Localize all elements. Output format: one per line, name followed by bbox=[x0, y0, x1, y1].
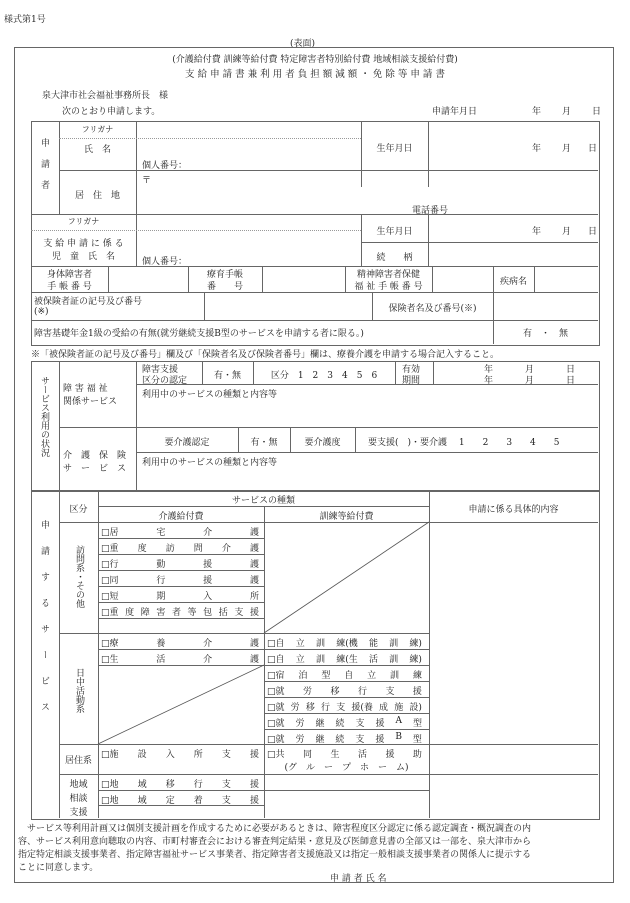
mental-handbook-label-2: 福 祉 手 帳 番 号 bbox=[354, 282, 423, 292]
residence-training-item[interactable]: □共 同 生 活 援 助 bbox=[267, 750, 422, 760]
form-title: 支 給 申 請 書 兼 利 用 者 負 担 額 減 額 ・ 免 除 等 申 請 書 bbox=[185, 69, 445, 80]
ltc-services-label-2: サ ー ビ ス bbox=[63, 464, 127, 474]
relationship-label: 続 柄 bbox=[376, 253, 413, 263]
insured-card-label-1: 被保険者証の記号及び番号 bbox=[34, 297, 143, 307]
day-training-service-checkbox[interactable]: □宿 泊 型 自 立 訓 練 bbox=[267, 671, 422, 681]
phone-label: 電話番号 bbox=[412, 206, 449, 216]
services-section-label: 申請するサービス bbox=[39, 520, 49, 728]
residence-care-item[interactable]: □施 設 入 所 支 援 bbox=[101, 750, 259, 760]
valid-from-month[interactable]: 月 bbox=[525, 365, 535, 375]
consent-line-4: ことに同意します。 bbox=[18, 863, 99, 873]
child-birth-month[interactable]: 月 bbox=[562, 227, 572, 237]
signature-label: 申 請 者 氏 名 bbox=[330, 874, 387, 884]
applicant-birthdate-label: 生年月日 bbox=[376, 144, 413, 154]
community-group-label-1: 地域 bbox=[69, 780, 88, 790]
welfare-services-label-2: 関係サービス bbox=[63, 397, 118, 407]
ltc-services-label-1: 介 護 保 険 bbox=[63, 451, 127, 461]
child-birth-day[interactable]: 日 bbox=[588, 227, 598, 237]
day-training-service-checkbox[interactable]: □就 労 継 続 支 援 A 型 bbox=[267, 716, 422, 729]
form-title-sub: (介護給付費 訓練等給付費 特定障害者特別給付費 地域相談支援給付費) bbox=[172, 55, 458, 65]
applicant-birth-day[interactable]: 日 bbox=[588, 144, 598, 154]
valid-period-label-1: 有効 bbox=[402, 365, 421, 375]
consent-line-3: 指定特定相談支援事業者、指定障害福祉サービス事業者、指定障害者支援施設又は指定一般相談支援事業者の関係人に提示する bbox=[18, 850, 532, 860]
child-personal-number-label: 個人番号： bbox=[142, 257, 188, 267]
applicant-birth-year[interactable]: 年 bbox=[532, 144, 542, 154]
child-birth-year[interactable]: 年 bbox=[532, 227, 542, 237]
community-group-label-3: 支援 bbox=[69, 808, 88, 818]
applicant-furigana-label: フリガナ bbox=[81, 125, 114, 134]
ltc-in-use-label: 利用中のサービスの種類と内容等 bbox=[142, 458, 278, 468]
day-group-label: 日中活動系 bbox=[74, 668, 84, 713]
physical-handbook-label-2: 手 帳 番 号 bbox=[47, 282, 92, 292]
applicant-birth-month[interactable]: 月 bbox=[562, 144, 572, 154]
care-cert-yes-no[interactable]: 有・無 bbox=[250, 438, 278, 448]
care-level-label: 要介護度 bbox=[304, 438, 341, 448]
day-care-service-checkbox[interactable]: □療 養 介 護 bbox=[101, 639, 259, 649]
visit-service-checkbox[interactable]: □行 動 援 護 bbox=[101, 560, 259, 570]
side-label: (表面) bbox=[290, 39, 316, 49]
valid-period-label-2: 期間 bbox=[402, 376, 421, 386]
visit-service-checkbox[interactable]: □短 期 入 所 bbox=[101, 592, 259, 602]
insured-card-label-2: (※) bbox=[34, 307, 49, 317]
physical-handbook-label-1: 身体障害者 bbox=[46, 270, 92, 280]
application-date-label: 申請年月日 bbox=[432, 107, 478, 117]
support-cert-label-1: 障害支援 bbox=[142, 365, 179, 375]
visit-service-checkbox[interactable]: □重 度 障 害 者 等 包 括 支 援 bbox=[101, 608, 259, 618]
usage-section-label: サービス利用の状況 bbox=[39, 376, 49, 457]
child-birthdate-label: 生年月日 bbox=[376, 227, 413, 237]
valid-to-year[interactable]: 年 bbox=[484, 376, 494, 386]
form-number: 様式第1号 bbox=[4, 15, 46, 25]
insurer-label: 保険者名及び番号(※) bbox=[388, 304, 477, 314]
consent-line-1: サービス等利用計画又は個別支援計画を作成するために必要があるときは、障害程度区分認定に係る認定調査・概況調査の内 bbox=[18, 824, 532, 834]
disease-label: 疾病名 bbox=[499, 277, 527, 287]
visit-service-checkbox[interactable]: □同 行 援 護 bbox=[101, 576, 259, 586]
support-cert-label-2: 区分の認定 bbox=[142, 376, 188, 386]
application-month[interactable]: 月 bbox=[562, 107, 572, 117]
day-training-service-checkbox[interactable]: □自 立 訓 練(機 能 訓 練) bbox=[267, 639, 422, 649]
applicant-address-label: 居 住 地 bbox=[74, 191, 120, 201]
valid-from-year[interactable]: 年 bbox=[484, 365, 494, 375]
applicant-personal-number-label: 個人番号： bbox=[142, 161, 188, 171]
care-benefits-header: 介護給付費 bbox=[158, 512, 204, 522]
applicant-section-label: 申請者 bbox=[39, 138, 49, 201]
pension-options[interactable]: 有 ・ 無 bbox=[522, 329, 568, 339]
application-day[interactable]: 日 bbox=[592, 107, 602, 117]
application-year[interactable]: 年 bbox=[532, 107, 542, 117]
community-service-checkbox[interactable]: □地 域 定 着 支 援 bbox=[101, 796, 259, 806]
welfare-services-label-1: 障 害 福 祉 bbox=[63, 384, 108, 394]
category-header: 区分 bbox=[69, 505, 88, 515]
valid-to-day[interactable]: 日 bbox=[566, 376, 576, 386]
applicant-name-label: 氏 名 bbox=[83, 145, 111, 155]
child-name-label-2: 児 童 氏 名 bbox=[51, 252, 115, 262]
day-training-service-checkbox[interactable]: □就 労 移 行 支 援(養 成 施 設) bbox=[267, 703, 422, 713]
day-training-service-checkbox[interactable]: □就 労 継 続 支 援 B 型 bbox=[267, 732, 422, 745]
care-cert-label: 要介護認定 bbox=[164, 438, 210, 448]
day-training-service-checkbox[interactable]: □就 労 移 行 支 援 bbox=[267, 687, 422, 697]
care-level-scale[interactable]: 要支援( )・要介護 1 2 3 4 5 bbox=[368, 438, 560, 448]
pension-label: 障害基礎年金1級の受給の有無(就労継続支援B型のサービスを申請する者に限る。) bbox=[34, 329, 364, 339]
day-care-service-checkbox[interactable]: □生 活 介 護 bbox=[101, 655, 259, 665]
group-home-label: (グ ル ー プ ホ ー ム) bbox=[284, 763, 409, 773]
valid-to-month[interactable]: 月 bbox=[525, 376, 535, 386]
service-types-header: サービスの種類 bbox=[231, 496, 295, 506]
details-header: 申請に係る具体的内容 bbox=[468, 505, 559, 515]
postal-mark: 〒 bbox=[142, 176, 152, 186]
valid-from-day[interactable]: 日 bbox=[566, 365, 576, 375]
community-group-label-2: 相談 bbox=[69, 794, 88, 804]
child-name-label-1: 支 給 申 請 に 係 る bbox=[43, 239, 124, 249]
rehab-handbook-label-2: 番 号 bbox=[206, 282, 243, 292]
support-cert-yes-no[interactable]: 有・無 bbox=[213, 371, 241, 381]
visit-service-checkbox[interactable]: □重 度 訪 問 介 護 bbox=[101, 544, 259, 554]
day-training-service-checkbox[interactable]: □自 立 訓 練(生 活 訓 練) bbox=[267, 655, 422, 665]
visit-service-checkbox[interactable]: □居 宅 介 護 bbox=[101, 528, 259, 538]
visit-group-label: 訪問系・その他 bbox=[74, 545, 84, 608]
welfare-in-use-label: 利用中のサービスの種類と内容等 bbox=[142, 390, 278, 400]
support-category[interactable]: 区分 1 2 3 4 5 6 bbox=[270, 371, 378, 381]
child-furigana-label: フリガナ bbox=[67, 217, 100, 226]
mental-handbook-label-1: 精神障害者保健 bbox=[356, 270, 420, 280]
intro-text: 次のとおり申請します。 bbox=[62, 107, 161, 117]
rehab-handbook-label-1: 療育手帳 bbox=[206, 270, 243, 280]
training-benefits-header: 訓練等給付費 bbox=[319, 512, 374, 522]
community-service-checkbox[interactable]: □地 域 移 行 支 援 bbox=[101, 780, 259, 790]
residence-group-label: 居住系 bbox=[64, 756, 92, 766]
insurance-note: ※「被保険者証の記号及び番号」欄及び「保険者名及び保険者番号」欄は、療養介護を申請する場合記入すること。 bbox=[31, 350, 500, 360]
consent-line-2: 容、サービス利用意向聴取の内容、市町村審査会における審査判定結果・意見及び医師意見書の全部又は一部を、泉大津市から bbox=[18, 837, 532, 847]
addressee: 泉大津市社会福祉事務所長 様 bbox=[42, 91, 169, 101]
